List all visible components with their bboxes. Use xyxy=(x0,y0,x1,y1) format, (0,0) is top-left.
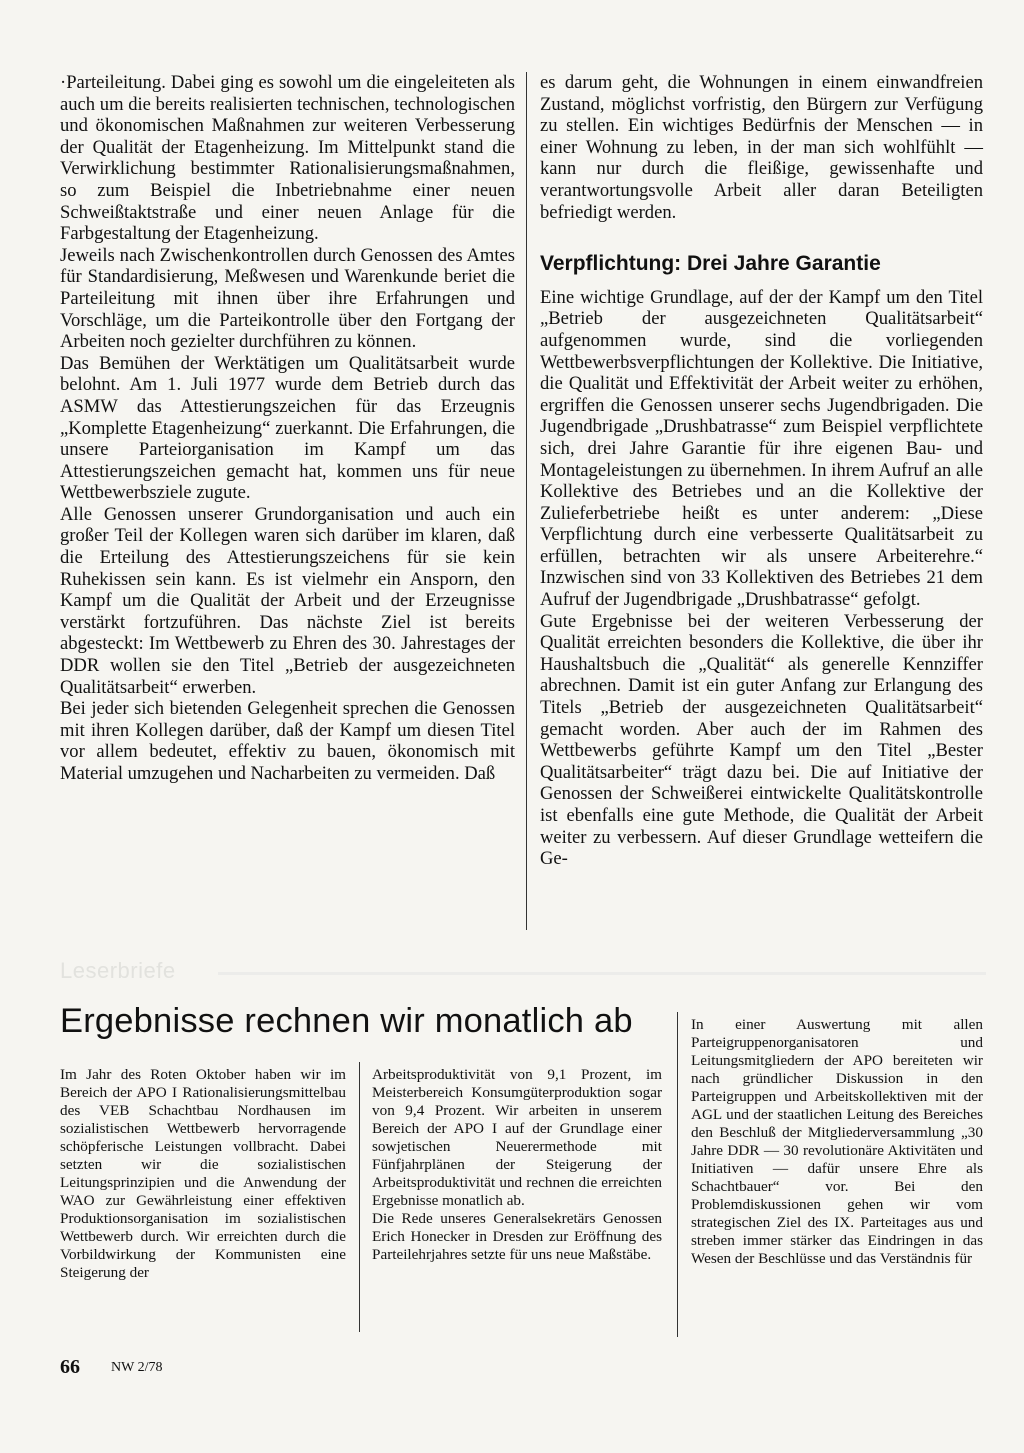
section-label: Leserbriefe xyxy=(60,958,176,983)
article-bottom-column-3 xyxy=(691,1016,983,1268)
section-rule xyxy=(218,972,986,975)
subheading: Verpflichtung: Drei Jahre Garantie xyxy=(540,252,881,276)
paragraph: Das Bemühen der Werktätigen um Qualitätsarbeit wurde belohnt. Am 1. Juli 1977 wurde dem Betrieb durch das ASMW das Attestierungszeichen für das Erzeugnis „Komplette Etagenheizung“ zuerkannt. Die Erfahrungen, die unsere Parteiorganisation im Kampf um das Attestierungszeichen gemacht hat, kommen uns für neue Wettbewerbsziele zugute. xyxy=(60,352,515,504)
paragraph: Jeweils nach Zwischenkontrollen durch Genossen des Amtes für Standardisierung, Meßwesen und Warenkunde beriet die Parteileitung mit ihnen über ihre Erfahrungen und Vorschläge, um die Parteikontrolle über den Fortgang der Arbeiten noch gezielter durchführen zu können. xyxy=(60,244,515,353)
paragraph: Eine wichtige Grundlage, auf der der Kampf um den Titel „Betrieb der ausgezeichneten Qualitätsarbeit“ aufgenommen wurde, sind die vorliegenden Wettbewerbsverpflichtungen der Kollektive. Die Initiative, die Qualität und Effektivität der Arbeit weiter zu erhöhen, ergriffen die Genossen unserer sechs Jugendbrigaden. Die Jugendbrigade „Drushbatrasse“ zum Beispiel verpflichtete sich, drei Jahre Garantie für ihre eigenen Bau- und Montageleistungen zu übernehmen. In ihrem Aufruf an alle Kollektive des Betriebes und an die Kollektive der Zulieferbetriebe heißt es unter anderem: „Diese Verpflichtung durch eine verbesserte Qualitätsarbeit zu erfüllen, betrachten wir als unsere Arbeiterehre.“ Inzwischen sind von 33 Kollektiven des Betriebes 21 dem Aufruf der Jugendbrigade „Drushbatrasse“ gefolgt. xyxy=(540,286,983,611)
article-top-column-2 xyxy=(540,72,983,870)
paragraph: Im Jahr des Roten Oktober haben wir im Bereich der APO I Rationalisierungsmittelbau des VEB Schachtbau Nordhausen im sozialistischen Wettbewerb hervorragende schöpferische Leistungen vollbracht. Dabei setzten wir die sozialistischen Leitungsprinzipien und die Anwendung der WAO zur Gewährleistung einer effektiven Produktionsorganisation im sozialistischen Wettbewerb durch. Wir erreichten durch die Vorbildwirkung der Kommunisten eine Steigerung der xyxy=(60,1066,346,1281)
paragraph: Bei jeder sich bietenden Gelegenheit sprechen die Genossen mit ihren Kollegen darüber, daß der Kampf um diesen Titel vor allem bedeutet, effektiv zu bauen, ökonomisch mit Material umzugehen und Nacharbeiten zu vermeiden. Daß xyxy=(60,698,515,784)
article-top-column-1 xyxy=(60,72,515,785)
paragraph: Arbeitsproduktivität von 9,1 Prozent, im Meisterbereich Konsumgüterproduktion sogar von 9,4 Prozent. Wir arbeiten in unserem Bereich der APO I auf der Grundlage einer sowjetischen Neuerermethode mit Fünfjahrplänen der Steigerung der Arbeitsproduktivität und rechnen die erreichten Ergebnisse monatlich ab. xyxy=(372,1066,662,1209)
paragraph: In einer Auswertung mit allen Parteigruppenorganisatoren und Leitungsmitgliedern der APO bereiteten wir nach gründlicher Diskussion in den Parteigruppen und Arbeitskollektiven mit der AGL und der staatlichen Leitung des Bereiches den Beschluß der Mitgliederversammlung „30 Jahre DDR — 30 revolutionäre Aktivitäten und Initiativen — dafür unsere Ehre als Schachtbauer“ vor. Bei den Problemdiskussionen gehen wir vom strategischen Ziel des IX. Parteitages aus und streben immer stärker das Eindringen in das Wesen der Beschlüsse und das Verständnis für xyxy=(691,1016,983,1267)
paragraph: Gute Ergebnisse bei der weiteren Verbesserung der Qualität erreichten besonders die Kollektive, die über ihr Haushaltsbuch die „Qualität“ als generelle Kennziffer abrechnen. Damit ist ein guter Anfang zur Erlangung des Titels „Betrieb der ausgezeichneten Qualitätsarbeit“ gemacht worden. Aber auch der im Rahmen des Wettbewerbs geführte Kampf um den Titel „Bester Qualitätsarbeiter“ trägt dazu bei. Die auf Initiative der Genossen der Schweißerei eintwickelte Qualitätskontrolle ist ebenfalls eine gute Methode, die Qualität der Arbeit weiter zu verbessern. Auf dieser Grundlage wetteifern die Ge- xyxy=(540,610,983,870)
paragraph: Die Rede unseres Generalsekretärs Genossen Erich Honecker in Dresden zur Eröffnung des Parteilehrjahres setzte für uns neue Maßstäbe. xyxy=(372,1210,662,1263)
article-bottom-column-1 xyxy=(60,1066,346,1282)
paragraph: es darum geht, die Wohnungen in einem einwandfreien Zustand, möglichst vorfristig, den Bürgern zur Verfügung zu stellen. Ein wichtiges Bedürfnis der Menschen — in einer Wohnung zu leben, in der man sich wohlfühlt — kann nur durch die fleißige, gewissenhafte und verantwortungsvolle Arbeit aller daran Beteiligten befriedigt werden. xyxy=(540,72,983,223)
paragraph: Alle Genossen unserer Grundorganisation und auch ein großer Teil der Kollegen waren sich darüber im klaren, daß die Erteilung des Attestierungszeichens für sie kein Ruhekissen sein kann. Es ist vielmehr ein Ansporn, den Kampf um die Qualität der Arbeit und der Erzeugnisse verstärkt fortzuführen. Das nächste Ziel ist bereits abgesteckt: Im Wettbewerb zu Ehren des 30. Jahrestages der DDR wollen sie den Titel „Betrieb der ausgezeichneten Qualitätsarbeit“ erwerben. xyxy=(60,503,515,698)
column-divider xyxy=(677,1012,678,1337)
headline: Ergebnisse rechnen wir monatlich ab xyxy=(60,1002,633,1040)
column-divider xyxy=(359,1062,360,1332)
issue-label: NW 2/78 xyxy=(111,1360,163,1375)
paragraph: ·Parteileitung. Dabei ging es sowohl um die eingeleiteten als auch um die bereits realisierten technischen, technologischen und ökonomischen Maßnahmen zur weiteren Verbesserung der Qualität der Etagenheizung. Im Mittelpunkt stand die Verwirklichung bestimmter Rationalisierungsmaßnahmen, so zum Beispiel die Inbetriebnahme einer neuen Schweißtaktstraße und einer neuen Anlage für die Farbgestaltung der Etagenheizung. xyxy=(60,72,515,245)
page-number: 66 xyxy=(60,1356,80,1378)
article-bottom-column-2 xyxy=(372,1066,662,1264)
column-divider xyxy=(526,72,527,930)
